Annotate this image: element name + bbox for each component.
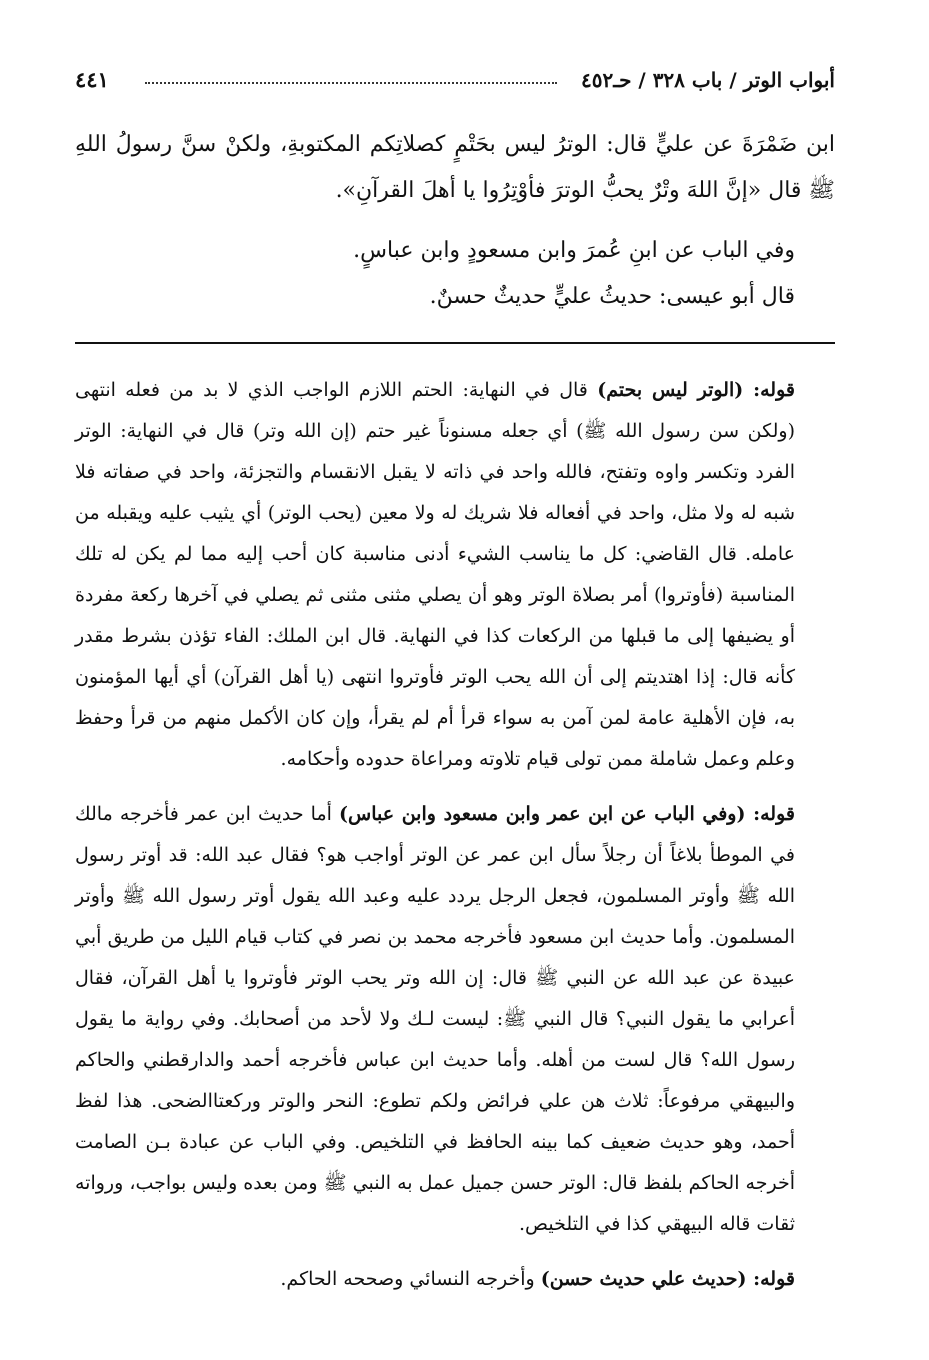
commentary-section xyxy=(75,370,835,1300)
hadith-text xyxy=(75,122,835,320)
chapter-reference-paragraph: وفي الباب عن ابنِ عُمرَ وابن مسعودٍ وابن عباسٍ. xyxy=(353,238,795,263)
commentary-body: أما حديث ابن عمر فأخرجه مالك في الموطأ بلاغاً أن رجلاً سأل ابن عمر عن الوتر أواجب هو؟ فقال عبد الله: قد أوتر رسول الله ﷺ وأوتر المسلمون، فجعل الرجل يردد عليه وعبد الله يقول أوتر رسول الله ﷺ وأوتر المسلمون. وأما حديث ابن مسعود فأخرجه محمد بن نصر في كتاب قيام الليل من طريق أبي عبيدة عن عبد الله عن النبي ﷺ قال: إن الله وتر يحب الوتر فأوتروا يا أهل القرآن، فقال أعرابي ما يقول النبي؟ قال النبي ﷺ: ليست لـك ولا لأحد من أصحابك. وفي رواية ما يقول رسول الله؟ قال لست من أهله. وأما حديث ابن عباس فأخرجه أحمد والدارقطني والحاكم والبيهقي مرفوعاً: ثلاث هن علي فرائض ولكم تطوع: النحر والوتر وركعتاالضحى. هذا لفظ أحمد، وهو حديث ضعيف كما بينه الحافظ في التلخيص. وفي الباب عن عبادة بـن الصامت أخرجه الحاكم بلفظ قال: الوتر حسن جميل عمل به النبي ﷺ ومن بعده وليس بواجب، ورواته ثقات قاله البيهقي كذا في التلخيص. xyxy=(75,803,795,1235)
leader-dots xyxy=(145,82,557,84)
commentary-body: قال في النهاية: الحتم اللازم الواجب الذي لا بد من فعله انتهى (ولكن سن رسول الله ﷺ) أي جعله مسنوناً غير حتم (إن الله وتر) قال في النهاية: الوتر الفرد وتكسر واوه وتفتح، فالله واحد في ذاته لا يقبل الانقسام والتجزئة، واحد في صفاته فلا شبه له ولا مثل، واحد في أفعاله فلا شريك له ولا معين (يحب الوتر) أي يثيب عليه ويقبله من عامله. قال القاضي: كل ما يناسب الشيء أدنى مناسبة كان أحب إليه مما لم يكن له تلك المناسبة (فأوتروا) أمر بصلاة الوتر وهو أن يصلي مثنى مثنى ثم يصلي في آخرها ركعة مفردة أو يضيفها إلى ما قبلها من الركعات كذا في النهاية. قال ابن الملك: الفاء تؤذن بشرط مقدر كأنه قال: إذا اهتديتم إلى أن الله يحب الوتر فأوتروا انتهى (يا أهل القرآن) أي أيها المؤمنون به، فإن الأهلية عامة لمن آمن به سواء قرأ أم لم يقرأ، وإن كان الأكمل منهم من قرأ وحفظ وعلم وعمل شاملة ممن تولى قيام تلاوته ومراعاة حدوده وأحكامه. xyxy=(75,379,795,770)
commentary-paragraph-1 xyxy=(75,370,835,780)
commentary-body: وأخرجه النسائي وصححه الحاكم. xyxy=(280,1268,535,1290)
footnote-divider xyxy=(75,342,835,344)
commentary-lead: قوله: (الوتر ليس بحتم) xyxy=(597,379,795,401)
hadith-paragraph: ابن ضَمْرَةَ عن عليٍّ قال: الوترُ ليس بحَتْمٍ كصلاتِكم المكتوبةِ، ولكنْ سنَّ رسولُ اللهِ ﷺ قال «إنَّ اللهَ وتْرٌ يحبُّ الوترَ فأوْتِرُوا يا أهلَ القرآنِ». xyxy=(75,132,835,203)
page-number: ٤٤١ xyxy=(75,67,109,92)
commentary-lead: قوله: (وفي الباب عن ابن عمر وابن مسعود وابن عباس) xyxy=(339,803,795,825)
commentary-paragraph-3 xyxy=(75,1259,835,1300)
running-header xyxy=(75,60,835,100)
grading-paragraph: قال أبو عيسى: حديثُ عليٍّ حديثٌ حسنٌ. xyxy=(429,284,795,309)
commentary-paragraph-2 xyxy=(75,794,835,1245)
commentary-lead: قوله: (حديث علي حديث حسن) xyxy=(540,1268,795,1290)
chapter-title: أبواب الوتر / باب ٣٢٨ / حـ٤٥٢ xyxy=(581,68,835,92)
book-page xyxy=(75,60,835,1300)
